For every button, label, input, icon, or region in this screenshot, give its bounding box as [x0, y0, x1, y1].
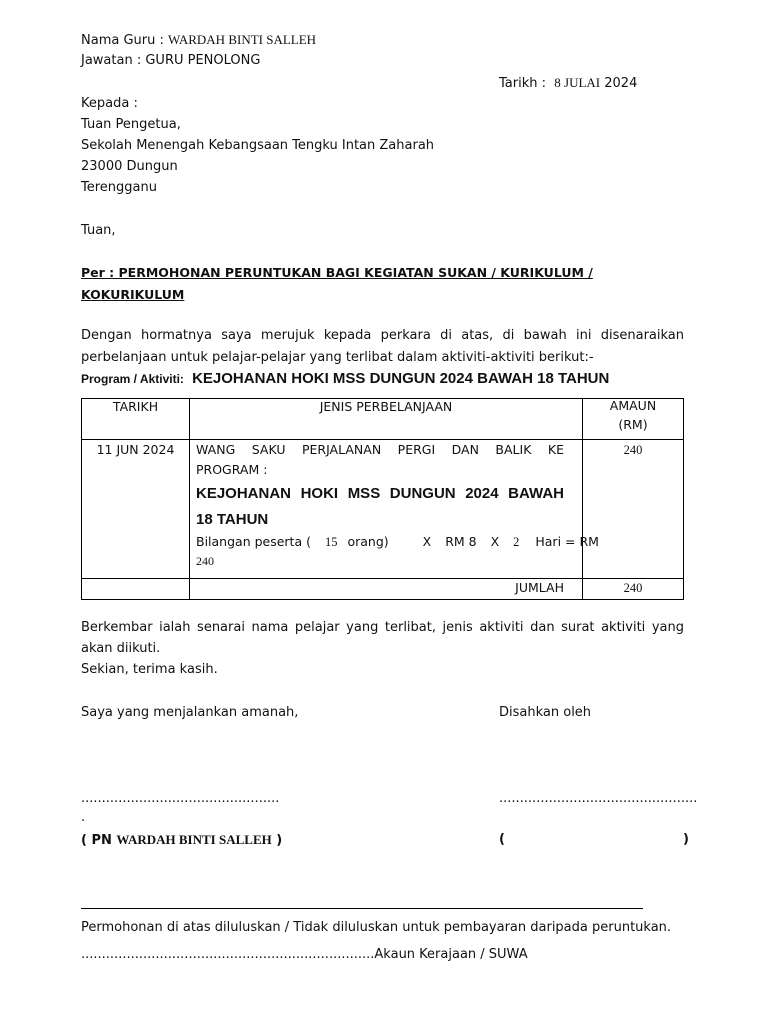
expense-table	[81, 398, 684, 600]
jawatan-line	[81, 53, 260, 68]
recipient-line-3: 23000 Dungun	[81, 159, 178, 174]
nama-guru-label: Nama Guru :	[81, 33, 164, 48]
program-line	[81, 370, 609, 387]
signature-right-dots: ................................................	[499, 791, 698, 806]
nama-guru-value: WARDAH BINTI SALLEH	[168, 32, 317, 47]
table-row	[82, 440, 684, 579]
recipient-line-2: Sekolah Menengah Kebangsaan Tengku Intan Zaharah	[81, 138, 435, 153]
jawatan-label: Jawatan :	[81, 53, 142, 68]
calc-x2: X	[490, 534, 500, 549]
signature-left-dots-tail: .	[81, 810, 86, 825]
recipient-line-1: Tuan Pengetua,	[81, 117, 181, 132]
salutation: Tuan,	[81, 223, 116, 238]
header-amaun	[583, 399, 684, 440]
footer-akaun: Akaun Kerajaan / SUWA	[374, 947, 528, 962]
footer-approval: Permohonan di atas diluluskan / Tidak diluluskan untuk pembayaran daripada peruntukan.	[81, 920, 672, 935]
calc-hari: Hari = RM	[535, 534, 599, 549]
intro-line-2: perbelanjaan untuk pelajar-pelajar yang terlibat dalam aktiviti-aktiviti berikut:-	[81, 350, 594, 365]
nama-guru-line	[81, 32, 316, 48]
footer-dots: .......................................................................	[81, 947, 375, 962]
signature-right-open: (	[499, 832, 505, 847]
signature-left-name	[81, 832, 282, 848]
total-empty-cell	[82, 579, 190, 600]
closing-line-1: Berkembar ialah senarai nama pelajar yang terlibat, jenis aktiviti dan surat aktiviti yang	[81, 620, 684, 635]
footer-divider	[81, 908, 643, 909]
closing-line-3: Sekian, terima kasih.	[81, 662, 218, 677]
header-amaun-line-1: AMAUN	[609, 398, 657, 413]
signature-right-label: Disahkan oleh	[499, 705, 592, 720]
footer-akaun-line	[81, 947, 528, 962]
bilangan-count: 15	[324, 535, 338, 549]
desc-calc-line	[196, 534, 599, 550]
desc-line-2: PROGRAM :	[196, 462, 268, 477]
tarikh-label: Tarikh :	[499, 76, 546, 91]
left-name: WARDAH BINTI SALLEH	[116, 832, 272, 847]
header-jenis: JENIS PERBELANJAAN	[190, 399, 583, 440]
table-header-row	[82, 399, 684, 440]
tarikh-year: 2024	[604, 76, 638, 91]
tarikh-value: 8 JULAI	[554, 75, 601, 90]
left-name-prefix: ( PN	[81, 833, 112, 848]
header-amaun-line-2: (RM)	[618, 417, 648, 432]
row-amaun: 240	[583, 440, 684, 579]
left-name-suffix: )	[276, 833, 283, 848]
bilangan-orang: orang)	[347, 534, 389, 549]
program-value: KEJOHANAN HOKI MSS DUNGUN 2024 BAWAH 18 TAHUN	[192, 370, 610, 387]
closing-line-2: akan diikuti.	[81, 641, 161, 656]
calc-days: 2	[513, 535, 520, 549]
header-tarikh: TARIKH	[82, 399, 190, 440]
intro-line-1: Dengan hormatnya saya merujuk kepada perkara di atas, di bawah ini disenaraikan	[81, 328, 684, 343]
jawatan-value: GURU PENOLONG	[145, 53, 261, 68]
row-description	[190, 440, 599, 579]
tarikh-line	[499, 75, 637, 91]
calc-total: 240	[196, 554, 214, 568]
desc-program-1: KEJOHANAN HOKI MSS DUNGUN 2024 BAWAH	[196, 485, 564, 502]
jumlah-value: 240	[583, 579, 684, 600]
bilangan-prefix: Bilangan peserta (	[196, 534, 311, 549]
signature-left-dots: ................................................	[81, 791, 280, 806]
row-tarikh: 11 JUN 2024	[82, 440, 190, 579]
calc-rm-rate: RM 8	[445, 534, 477, 549]
subject-line-1: Per : PERMOHONAN PERUNTUKAN BAGI KEGIATAN SUKAN / KURIKULUM /	[81, 265, 593, 280]
signature-left-label: Saya yang menjalankan amanah,	[81, 705, 299, 720]
table-total-row	[82, 579, 684, 600]
signature-right-close: )	[683, 832, 689, 847]
kepada-label: Kepada :	[81, 96, 138, 111]
subject-line-2: KOKURIKULUM	[81, 287, 185, 302]
desc-program-2: 18 TAHUN	[196, 511, 269, 528]
desc-line-1: WANG SAKU PERJALANAN PERGI DAN BALIK KE	[196, 442, 564, 457]
program-label: Program / Aktiviti:	[81, 372, 184, 386]
recipient-line-4: Terengganu	[81, 180, 157, 195]
calc-x1: X	[422, 534, 432, 549]
jumlah-label: JUMLAH	[190, 579, 583, 600]
